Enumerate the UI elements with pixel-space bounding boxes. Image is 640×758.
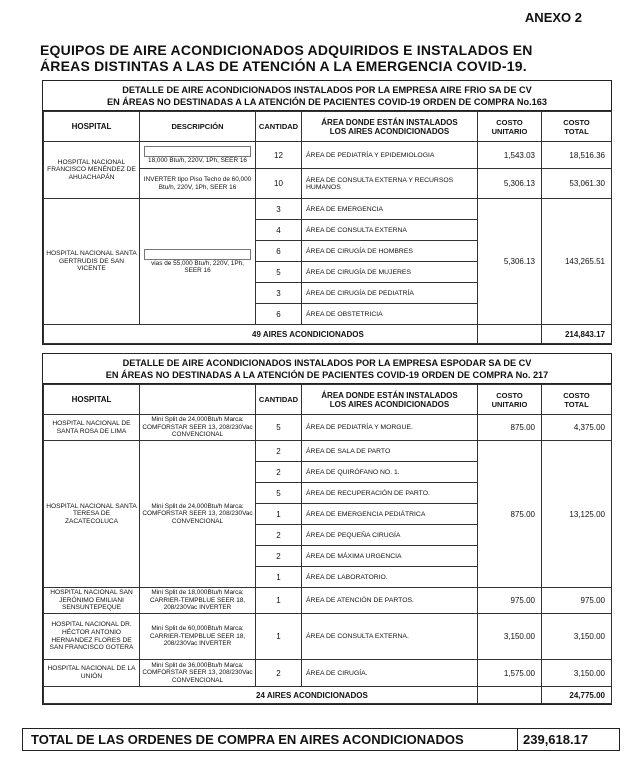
col-areas (302, 112, 478, 142)
table-row (44, 199, 612, 220)
area-cell: ÁREA DE EMERGENCIA PEDIÁTRICA (302, 504, 478, 525)
total-label: 49 AIRES ACONDICIONADOS (44, 325, 478, 344)
description-cell (140, 199, 256, 325)
total-value: 214,843.17 (542, 325, 612, 344)
hospital-cell: HOSPITAL NACIONAL SANTA GERTRUDIS DE SAN VICENTE (44, 199, 140, 325)
hospital-cell: HOSPITAL NACIONAL DE SANTA ROSA DE LIMA (44, 415, 140, 441)
quantity-cell: 3 (256, 283, 302, 304)
area-cell: ÁREA DE OBSTETRICIA (302, 304, 478, 325)
hospital-cell: HOSPITAL NACIONAL DR. HÉCTOR ANTONIO HERNANDEZ FLORES DE SAN FRANCISCO GOTERA (44, 614, 140, 660)
col-total-cost-line2: TOTAL (564, 399, 589, 409)
description-text: 18,000 Btu/h, 220V, 1Ph, SEER 16 (148, 156, 247, 164)
area-cell: ÁREA DE PEDIATRÍA Y MORGUE. (302, 415, 478, 441)
area-cell: ÁREA DE CONSULTA EXTERNA. (302, 614, 478, 660)
col-quantity: CANTIDAD (256, 385, 302, 415)
table-row (44, 415, 612, 441)
unit-cost-cell: 3,150.00 (478, 614, 542, 660)
area-cell: ÁREA DE PEQUEÑA CIRUGÍA (302, 525, 478, 546)
grand-total-box (22, 728, 620, 751)
description-cell: INVERTER tipo Piso Techo de 60,000 Btu/h, 220V, 1Ph, SEER 16 (140, 169, 256, 199)
title-line-2: ÁREAS DISTINTAS A LAS DE ATENCIÓN A LA EMERGENCIA COVID-19. (40, 58, 527, 74)
hospital-cell: HOSPITAL NACIONAL SANTA TERESA DE ZACATECOLUCA (44, 441, 140, 588)
col-unit-cost (478, 112, 542, 142)
table-header-row (44, 112, 612, 142)
total-cost-cell: 3,150.00 (542, 660, 612, 687)
quantity-cell: 3 (256, 199, 302, 220)
unit-cost-cell: 5,306.13 (478, 169, 542, 199)
redacted-box (144, 249, 251, 260)
table-row (44, 441, 612, 462)
table-row (44, 614, 612, 660)
total-cost-cell: 3,150.00 (542, 614, 612, 660)
table-header-row (44, 385, 612, 415)
col-total-cost (542, 385, 612, 415)
grand-total-value: 239,618.17 (523, 732, 589, 747)
unit-cost-cell: 1,543.03 (478, 142, 542, 169)
annex-label: ANEXO 2 (524, 10, 582, 25)
description-cell: Mini Split de 24,000Btu/h Marca: COMFORSTAR SEER 13, 208/230Vac CONVENCIONAL (140, 415, 256, 441)
description-cell: Mini Split de 24,000Btu/h Marca: COMFORSTAR SEER 13, 208/230Vac CONVENCIONAL (140, 441, 256, 588)
table1-heading (43, 81, 611, 111)
description-text: vias de 55,000 Btu/h, 220V, 1Ph, SEER 16 (151, 259, 244, 274)
description-cell: Mini Split de 18,000Btu/h Marca: CARRIER-TEMPBLUE SEER 18, 208/230Vac INVERTER (140, 588, 256, 614)
unit-cost-cell: 5,306.13 (478, 199, 542, 325)
col-hospital: HOSPITAL (44, 385, 140, 415)
quantity-cell: 2 (256, 462, 302, 483)
unit-cost-cell: 875.00 (478, 415, 542, 441)
table-row (44, 660, 612, 687)
quantity-cell: 2 (256, 525, 302, 546)
area-cell: ÁREA DE QUIRÓFANO NO. 1. (302, 462, 478, 483)
description-cell: Mini Split de 36,000Btu/h Marca: COMFORSTAR SEER 13, 208/230Vac CONVENCIONAL (140, 660, 256, 687)
col-hospital: HOSPITAL (44, 112, 140, 142)
area-cell: ÁREA DE SALA DE PARTO (302, 441, 478, 462)
quantity-cell: 1 (256, 567, 302, 588)
col-areas-line2: LOS AIRES ACONDICIONADOS (329, 126, 450, 136)
area-cell: ÁREA DE CONSULTA EXTERNA (302, 220, 478, 241)
grand-total-label: TOTAL DE LAS ORDENES DE COMPRA EN AIRES ACONDICIONADOS (31, 732, 464, 747)
description-cell: Mini Split de 60,000Btu/h Marca: CARRIER-TEMPBLUE SEER 18, 208/230Vac INVERTER (140, 614, 256, 660)
description-cell (140, 142, 256, 169)
area-cell: ÁREA DE EMERGENCIA (302, 199, 478, 220)
col-areas-line1: ÁREA DONDE ESTÁN INSTALADOS (321, 117, 458, 127)
unit-cost-cell: 1,575.00 (478, 660, 542, 687)
area-cell: ÁREA DE RECUPERACIÓN DE PARTO. (302, 483, 478, 504)
quantity-cell: 2 (256, 546, 302, 567)
total-cost-cell: 13,125.00 (542, 441, 612, 588)
table1-grid (43, 111, 612, 344)
quantity-cell: 4 (256, 220, 302, 241)
col-total-cost-line1: COSTO (563, 117, 590, 127)
quantity-cell: 12 (256, 142, 302, 169)
col-areas-line1: ÁREA DONDE ESTÁN INSTALADOS (321, 390, 458, 400)
table2-heading-line1: DETALLE DE AIRE ACONDICIONADOS INSTALADOS POR LA EMPRESA ESPODAR SA DE CV (122, 358, 532, 368)
area-cell: ÁREA DE LABORATORIO. (302, 567, 478, 588)
hospital-cell: HOSPITAL NACIONAL DE LA UNIÓN (44, 660, 140, 687)
total-cost-cell: 143,265.51 (542, 199, 612, 325)
col-unit-cost-line1: COSTO (496, 117, 523, 127)
table-total-row (44, 325, 612, 344)
unit-cost-cell: 975.00 (478, 588, 542, 614)
table1-heading-line1: DETALLE DE AIRE ACONDICIONADOS INSTALADOS POR LA EMPRESA AIRE FRIO SA DE CV (122, 85, 532, 95)
col-total-cost (542, 112, 612, 142)
quantity-cell: 5 (256, 415, 302, 441)
area-cell: ÁREA DE CIRUGÍA. (302, 660, 478, 687)
area-cell: ÁREA DE PEDIATRÍA Y EPIDEMIOLOGIA (302, 142, 478, 169)
table-espodar (42, 353, 612, 705)
document-title (40, 42, 600, 74)
table-aire-frio (42, 80, 612, 345)
unit-cost-cell: 875.00 (478, 441, 542, 588)
hospital-cell: HOSPITAL NACIONAL SAN JERÓNIMO EMILIANI SENSUNTEPEQUE (44, 588, 140, 614)
area-cell: ÁREA DE CONSULTA EXTERNA Y RECURSOS HUMANOS (302, 169, 478, 199)
table-row (44, 588, 612, 614)
hospital-cell: HOSPITAL NACIONAL FRANCISCO MENÉNDEZ DE AHUACHAPÁN (44, 142, 140, 199)
quantity-cell: 2 (256, 441, 302, 462)
total-label: 24 AIRES ACONDICIONADOS (44, 687, 478, 704)
col-description: DESCRIPCIÓN (140, 112, 256, 142)
table2-heading (43, 354, 611, 384)
total-value: 24,775.00 (542, 687, 612, 704)
quantity-cell: 10 (256, 169, 302, 199)
quantity-cell: 2 (256, 660, 302, 687)
redacted-box (144, 146, 251, 157)
table2-heading-line2: EN ÁREAS NO DESTINADAS A LA ATENCIÓN DE PACIENTES COVID-19 ORDEN DE COMPRA No. 217 (105, 370, 549, 380)
col-unit-cost (478, 385, 542, 415)
total-cost-cell: 4,375.00 (542, 415, 612, 441)
area-cell: ÁREA DE CIRUGÍA DE MUJERES (302, 262, 478, 283)
table1-heading-line2: EN ÁREAS NO DESTINADAS A LA ATENCIÓN DE PACIENTES COVID-19 ORDEN DE COMPRA No.163 (106, 97, 548, 107)
area-cell: ÁREA DE CIRUGÍA DE HOMBRES (302, 241, 478, 262)
col-total-cost-line2: TOTAL (564, 126, 589, 136)
grand-total-divider (517, 729, 518, 750)
quantity-cell: 1 (256, 588, 302, 614)
quantity-cell: 5 (256, 483, 302, 504)
total-spacer (478, 325, 542, 344)
table-total-row (44, 687, 612, 704)
col-total-cost-line1: COSTO (563, 390, 590, 400)
total-spacer (478, 687, 542, 704)
col-quantity: CANTIDAD (256, 112, 302, 142)
total-cost-cell: 975.00 (542, 588, 612, 614)
col-unit-cost-line1: COSTO (496, 390, 523, 400)
total-cost-cell: 53,061.30 (542, 169, 612, 199)
area-cell: ÁREA DE CIRUGÍA DE PEDIATRÍA (302, 283, 478, 304)
col-unit-cost-line2: UNITARIO (491, 126, 528, 136)
table2-grid (43, 384, 612, 704)
title-line-1: EQUIPOS DE AIRE ACONDICIONADOS ADQUIRIDOS E INSTALADOS EN (40, 42, 533, 58)
col-areas-line2: LOS AIRES ACONDICIONADOS (329, 399, 450, 409)
quantity-cell: 5 (256, 262, 302, 283)
area-cell: ÁREA DE ATENCIÓN DE PARTOS. (302, 588, 478, 614)
col-unit-cost-line2: UNITARIO (491, 399, 528, 409)
quantity-cell: 1 (256, 614, 302, 660)
total-cost-cell: 18,516.36 (542, 142, 612, 169)
quantity-cell: 6 (256, 241, 302, 262)
col-areas (302, 385, 478, 415)
quantity-cell: 6 (256, 304, 302, 325)
col-description (140, 385, 256, 415)
quantity-cell: 1 (256, 504, 302, 525)
table-row (44, 142, 612, 169)
area-cell: ÁREA DE MÁXIMA URGENCIA (302, 546, 478, 567)
